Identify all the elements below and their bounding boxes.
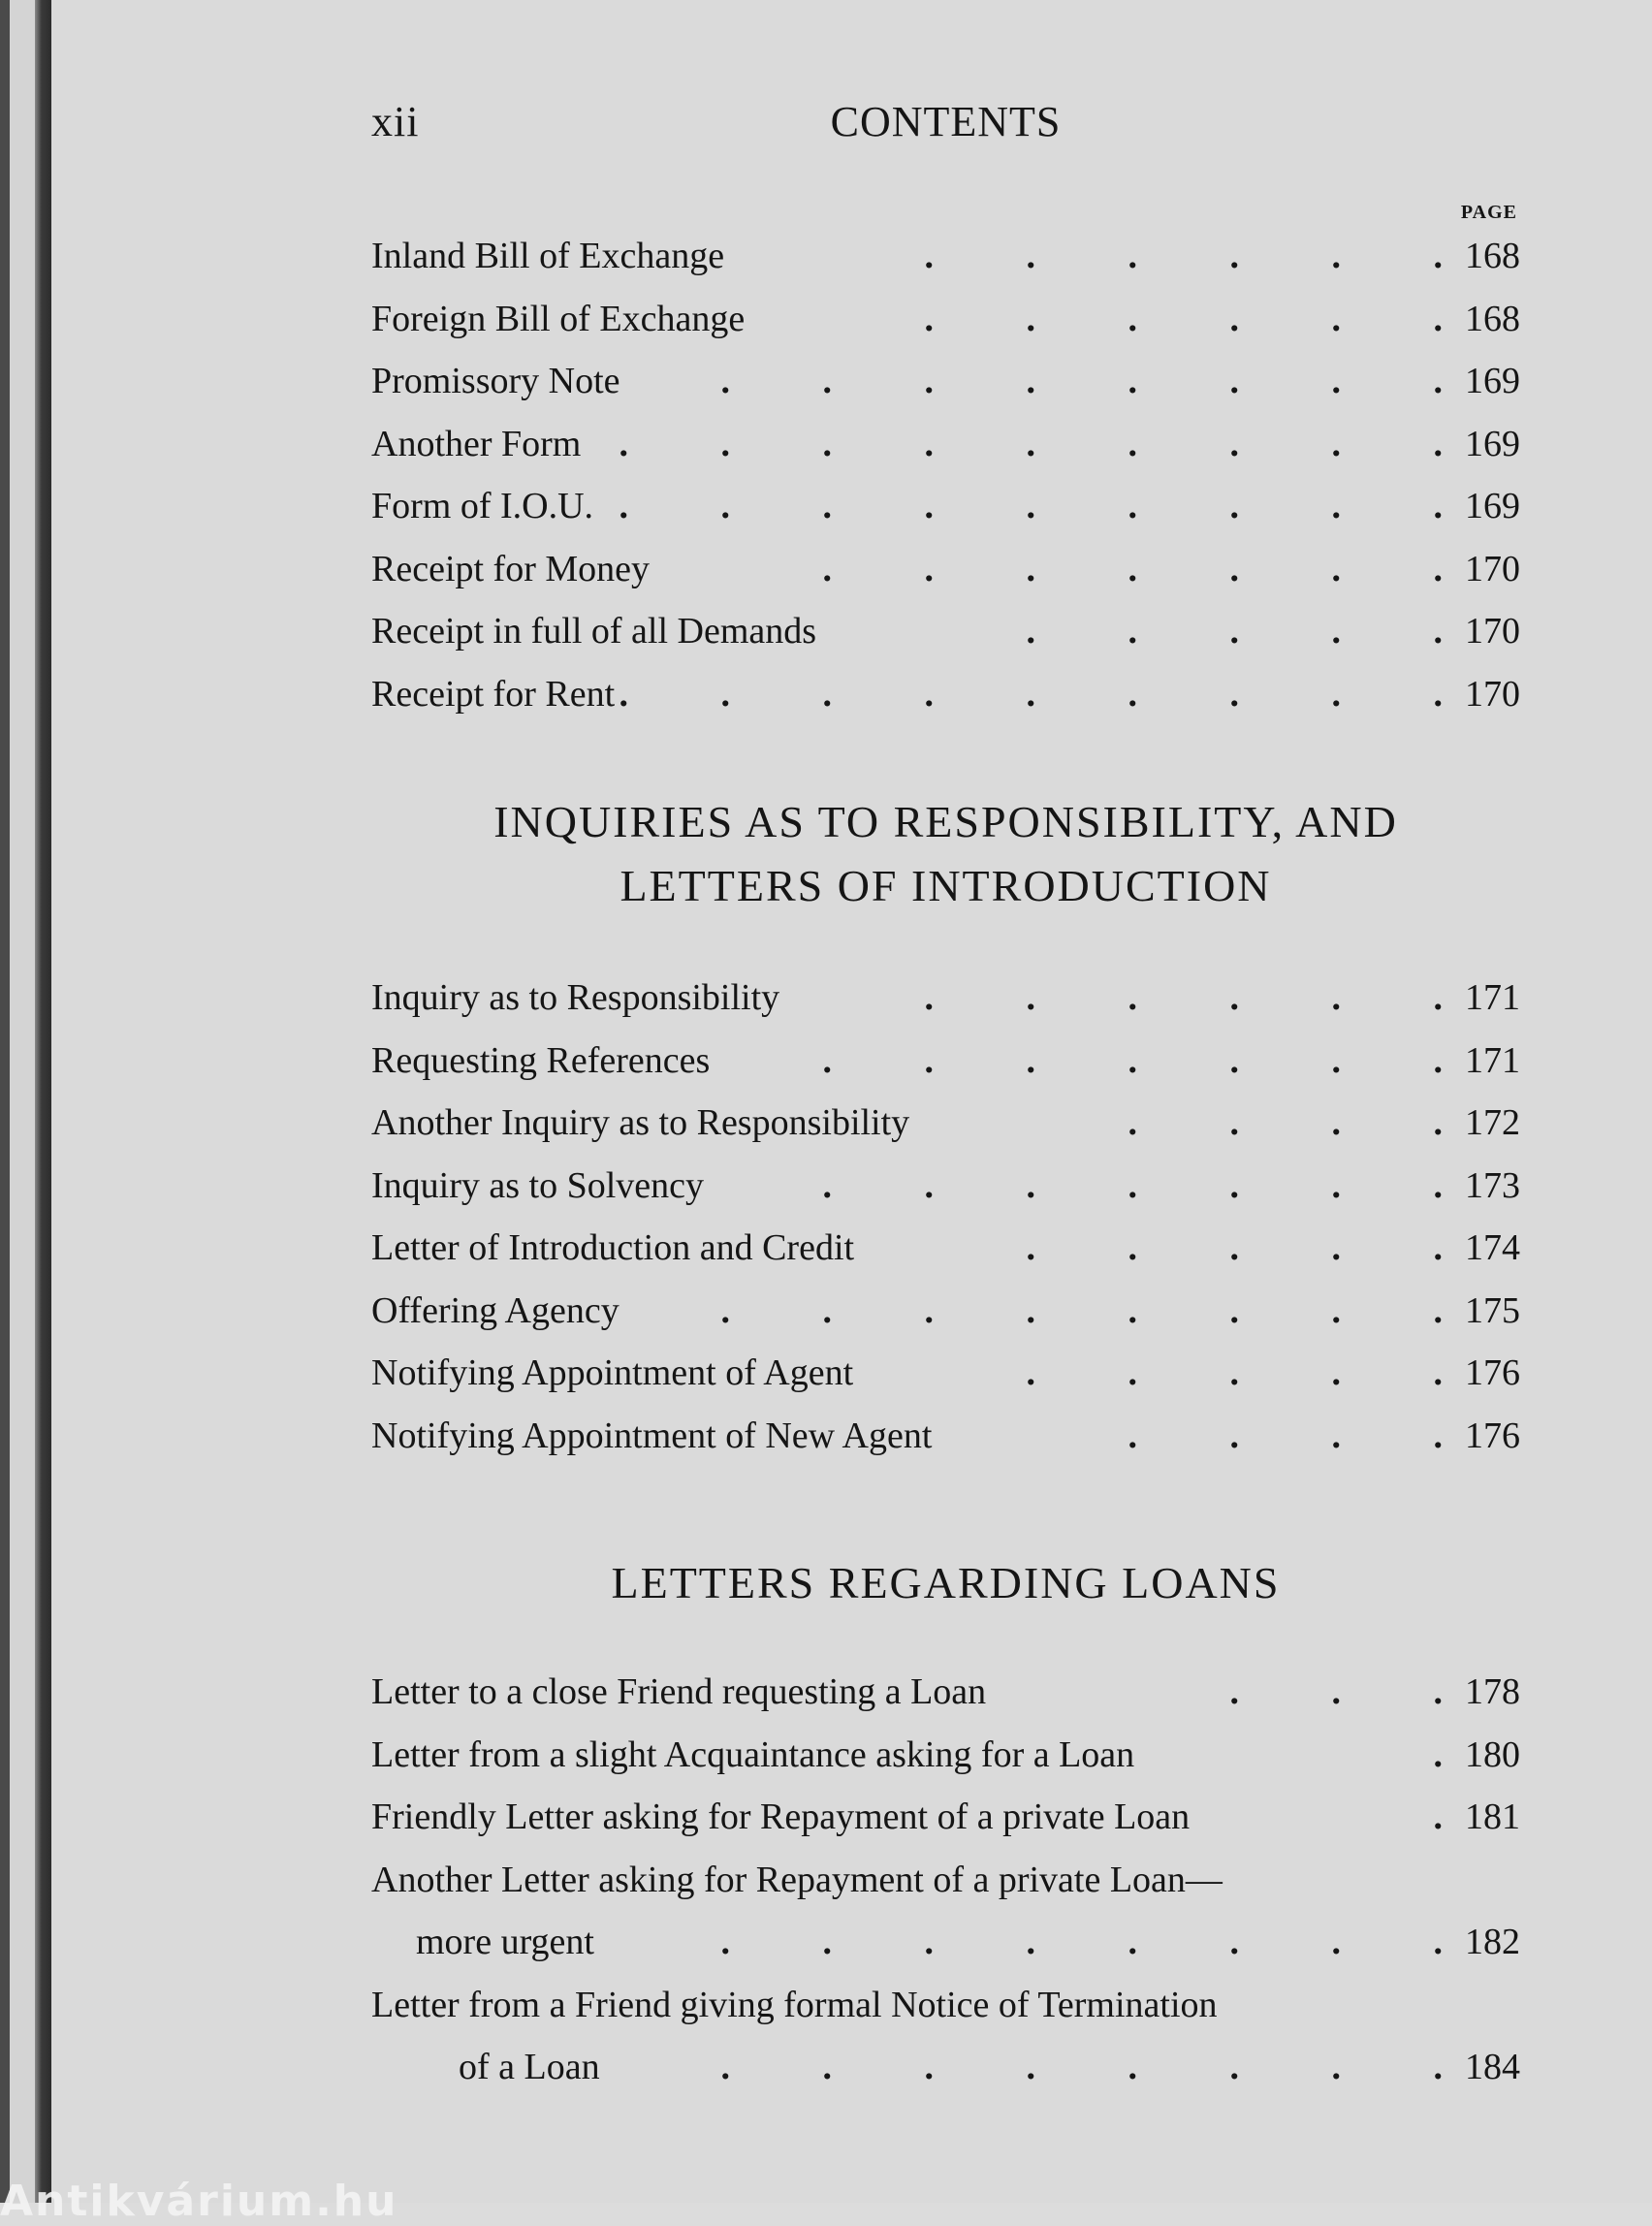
leader-dot: . [720, 2047, 730, 2087]
leader-dot: . [1433, 1289, 1443, 1331]
dot-leader [526, 663, 1443, 726]
dot-leader [934, 600, 1443, 663]
toc-entry-page: 170 [1465, 673, 1520, 715]
toc-entry-page: 174 [1465, 1227, 1520, 1268]
toc-entry-title: Form of I.O.U. [371, 486, 594, 526]
leader-dot: . [1026, 1164, 1035, 1206]
dot-leader [934, 1217, 1443, 1280]
toc-entry [371, 1405, 1520, 1468]
leader-dot: . [1229, 1352, 1239, 1393]
leader-dot: . [1433, 977, 1443, 1018]
dot-leader [628, 350, 1443, 413]
leader-dot: . [1331, 1671, 1341, 1712]
toc-entry-page: 175 [1465, 1289, 1520, 1331]
leader-dot: . [924, 1922, 934, 1962]
leader-dot: . [619, 673, 628, 715]
leader-dot: . [1128, 486, 1137, 526]
leader-dot: . [1128, 1102, 1137, 1143]
toc-entry [371, 663, 1520, 726]
leader-dot: . [1331, 1415, 1341, 1456]
toc-entry-title: Another Letter asking for Repayment of a private Loan— [371, 1859, 1223, 1900]
dot-leader [628, 1911, 1443, 1974]
leader-dot: . [1026, 236, 1035, 276]
leader-dot: . [1229, 611, 1239, 652]
dot-leader [526, 475, 1443, 538]
dot-leader [1035, 1405, 1443, 1468]
toc-entry-title: Inquiry as to Solvency [371, 1164, 705, 1206]
leader-dot: . [1433, 423, 1443, 464]
toc-entry [371, 967, 1520, 1030]
dot-leader [730, 1155, 1443, 1218]
toc-entry [371, 413, 1520, 476]
leader-dot: . [1229, 1039, 1239, 1081]
toc-entry-title: Offering Agency [371, 1289, 620, 1331]
leader-dot: . [1433, 1733, 1443, 1775]
leader-dot: . [1331, 977, 1341, 1018]
leader-dot: . [924, 673, 934, 715]
leader-dot: . [1128, 423, 1137, 464]
section-heading-line: LETTERS REGARDING LOANS [611, 1558, 1281, 1607]
toc-entry-page: 169 [1465, 361, 1520, 401]
leader-dot: . [1229, 1671, 1239, 1712]
toc-entry-page: 180 [1465, 1733, 1520, 1775]
leader-dot: . [1229, 236, 1239, 276]
toc-entry-title-continued: of a Loan [459, 2047, 600, 2087]
leader-dot: . [924, 361, 934, 401]
toc-entry-page: 168 [1465, 236, 1520, 276]
toc-entry-page: 173 [1465, 1164, 1520, 1206]
toc-entry [371, 288, 1520, 351]
leader-dot: . [1433, 1352, 1443, 1393]
leader-dot: . [1331, 548, 1341, 589]
leader-dot: . [720, 1289, 730, 1331]
leader-dot: . [1026, 977, 1035, 1018]
leader-dot: . [1128, 1352, 1137, 1393]
leader-dot: . [1433, 673, 1443, 715]
toc-entry-title: Letter from a slight Acquaintance asking for a Loan [371, 1733, 1135, 1775]
toc-entry-title: Foreign Bill of Exchange [371, 298, 746, 339]
leader-dot: . [1433, 1922, 1443, 1962]
leader-dot: . [1026, 1227, 1035, 1268]
leader-dot: . [1229, 1415, 1239, 1456]
toc-entry [371, 1092, 1520, 1155]
leader-dot: . [924, 1164, 934, 1206]
leader-dot: . [1433, 1102, 1443, 1143]
section-heading-line: LETTERS OF INTRODUCTION [620, 861, 1272, 910]
toc-entry-page: 172 [1465, 1102, 1520, 1143]
leader-dot: . [1433, 548, 1443, 589]
leader-dot: . [822, 486, 832, 526]
toc-entry-title: Friendly Letter asking for Repayment of a private Loan [371, 1797, 1191, 1837]
leader-dot: . [720, 673, 730, 715]
toc-entry [371, 1280, 1520, 1343]
leader-dot: . [1331, 361, 1341, 401]
leader-dot: . [1026, 548, 1035, 589]
leader-dot: . [1433, 1797, 1443, 1837]
toc-entry-title: Requesting References [371, 1039, 711, 1081]
toc-entry [371, 1342, 1520, 1405]
toc-entry-title: Another Inquiry as to Responsibility [371, 1102, 910, 1143]
leader-dot: . [1331, 611, 1341, 652]
page-title: CONTENTS [830, 98, 1062, 145]
leader-dot: . [1026, 673, 1035, 715]
leader-dot: . [720, 361, 730, 401]
toc-entry-title: Inland Bill of Exchange [371, 236, 725, 276]
toc-entry-page: 181 [1465, 1797, 1520, 1837]
toc-entry-page: 168 [1465, 298, 1520, 339]
toc-entry-page: 171 [1465, 977, 1520, 1018]
dot-leader [628, 1280, 1443, 1343]
toc-entry [371, 225, 1520, 288]
leader-dot: . [924, 548, 934, 589]
leader-dot: . [822, 1289, 832, 1331]
leader-dot: . [1229, 423, 1239, 464]
leader-dot: . [822, 1039, 832, 1081]
leader-dot: . [1229, 1289, 1239, 1331]
leader-dot: . [1433, 361, 1443, 401]
leader-dot: . [1128, 361, 1137, 401]
leader-dot: . [1128, 977, 1137, 1018]
toc-entry-line [371, 1974, 1520, 2037]
book-gutter [10, 0, 35, 2203]
leader-dot: . [924, 423, 934, 464]
leader-dot: . [822, 361, 832, 401]
toc-entry [371, 1724, 1520, 1787]
leader-dot: . [1128, 236, 1137, 276]
leader-dot: . [1128, 1227, 1137, 1268]
leader-dot: . [1229, 673, 1239, 715]
leader-dot: . [1229, 486, 1239, 526]
toc-entry-title: Receipt for Rent [371, 673, 616, 715]
toc-entry [371, 350, 1520, 413]
toc-entry-page: 178 [1465, 1671, 1520, 1712]
toc-entry [371, 1155, 1520, 1218]
section-heading-line: INQUIRIES AS TO RESPONSIBILITY, AND [493, 797, 1398, 846]
leader-dot: . [1026, 486, 1035, 526]
toc-entry-title: Notifying Appointment of Agent [371, 1352, 854, 1393]
leader-dot: . [822, 2047, 832, 2087]
dot-leader [526, 413, 1443, 476]
toc-entry-title: Another Form [371, 423, 582, 464]
leader-dot: . [1433, 486, 1443, 526]
leader-dot: . [1229, 1922, 1239, 1962]
dot-leader [1341, 1786, 1443, 1849]
leader-dot: . [924, 298, 934, 339]
leader-dot: . [924, 1039, 934, 1081]
watermark: Antikvárium.hu [0, 2177, 398, 2226]
section-heading [371, 1551, 1520, 1615]
leader-dot: . [1026, 423, 1035, 464]
leader-dot: . [720, 423, 730, 464]
leader-dot: . [1229, 977, 1239, 1018]
leader-dot: . [1331, 1922, 1341, 1962]
toc-entry-title: Promissory Note [371, 361, 620, 401]
dot-leader [934, 1342, 1443, 1405]
section-heading [371, 790, 1520, 918]
toc-entry [371, 1661, 1520, 1724]
toc-entry [371, 1030, 1520, 1093]
leader-dot: . [1433, 1039, 1443, 1081]
leader-dot: . [1433, 1164, 1443, 1206]
toc-entry-page: 176 [1465, 1415, 1520, 1456]
toc-entry [371, 1786, 1520, 1849]
toc-entry-page: 182 [1465, 1922, 1520, 1962]
leader-dot: . [1128, 1289, 1137, 1331]
leader-dot: . [1128, 673, 1137, 715]
leader-dot: . [1229, 1227, 1239, 1268]
dot-leader [832, 288, 1443, 351]
leader-dot: . [1331, 486, 1341, 526]
dot-leader [1137, 1661, 1443, 1724]
toc-section-forms [371, 225, 1520, 725]
leader-dot: . [1128, 1164, 1137, 1206]
leader-dot: . [1026, 1039, 1035, 1081]
leader-dot: . [1026, 611, 1035, 652]
toc-entry-page: 170 [1465, 611, 1520, 652]
toc-entry-title: Letter of Introduction and Credit [371, 1227, 855, 1268]
leader-dot: . [1026, 361, 1035, 401]
leader-dot: . [1128, 611, 1137, 652]
leader-dot: . [1433, 611, 1443, 652]
toc-entry-title: Inquiry as to Responsibility [371, 977, 780, 1018]
leader-dot: . [1331, 2047, 1341, 2087]
leader-dot: . [1128, 298, 1137, 339]
leader-dot: . [822, 1164, 832, 1206]
toc-entry-title: Receipt in full of all Demands [371, 611, 817, 652]
toc-entry-page: 169 [1465, 423, 1520, 464]
leader-dot: . [1433, 2047, 1443, 2087]
toc-entry [371, 600, 1520, 663]
leader-dot: . [1331, 1352, 1341, 1393]
toc-entry-page: 171 [1465, 1039, 1520, 1081]
leader-dot: . [720, 486, 730, 526]
toc-entry [371, 475, 1520, 538]
leader-dot: . [720, 1922, 730, 1962]
leader-dot: . [1331, 1227, 1341, 1268]
leader-dot: . [1331, 236, 1341, 276]
book-spine-edge [0, 0, 10, 2203]
page-folio: xii [371, 98, 420, 145]
leader-dot: . [1229, 548, 1239, 589]
leader-dot: . [1331, 298, 1341, 339]
leader-dot: . [1026, 298, 1035, 339]
toc-entry-page: 169 [1465, 486, 1520, 526]
dot-leader [628, 2036, 1443, 2099]
toc-entry-title-continued: more urgent [416, 1922, 594, 1962]
toc-entry [371, 538, 1520, 601]
toc-entry-line [371, 1849, 1520, 1912]
dot-leader [730, 1030, 1443, 1093]
toc-entry-title: Receipt for Money [371, 548, 651, 589]
toc-entry-page: 170 [1465, 548, 1520, 589]
leader-dot: . [1128, 548, 1137, 589]
leader-dot: . [1433, 1671, 1443, 1712]
leader-dot: . [1229, 2047, 1239, 2087]
dot-leader [832, 967, 1443, 1030]
leader-dot: . [1433, 236, 1443, 276]
leader-dot: . [924, 977, 934, 1018]
leader-dot: . [1331, 673, 1341, 715]
dot-leader [730, 538, 1443, 601]
toc-section-loans [371, 1661, 1520, 2099]
dot-leader [1035, 1092, 1443, 1155]
leader-dot: . [924, 236, 934, 276]
leader-dot: . [1229, 1102, 1239, 1143]
running-head [371, 97, 1520, 155]
leader-dot: . [1026, 1922, 1035, 1962]
toc-entry-title: Letter to a close Friend requesting a Loan [371, 1671, 987, 1712]
leader-dot: . [1128, 2047, 1137, 2087]
toc-entry-page: 176 [1465, 1352, 1520, 1393]
leader-dot: . [1331, 1039, 1341, 1081]
leader-dot: . [1331, 1102, 1341, 1143]
leader-dot: . [924, 486, 934, 526]
leader-dot: . [1128, 1922, 1137, 1962]
leader-dot: . [1331, 423, 1341, 464]
toc-entry-title: Letter from a Friend giving formal Notice of Termination [371, 1984, 1218, 2025]
leader-dot: . [1331, 1164, 1341, 1206]
book-spine-shadow [35, 0, 51, 2203]
toc-section-inquiries [371, 967, 1520, 1467]
leader-dot: . [619, 423, 628, 464]
leader-dot: . [1026, 1289, 1035, 1331]
leader-dot: . [1433, 1415, 1443, 1456]
page-column-label: PAGE [1460, 202, 1517, 223]
leader-dot: . [1229, 298, 1239, 339]
leader-dot: . [1433, 298, 1443, 339]
toc-entry [371, 1217, 1520, 1280]
toc-entry-continuation [371, 2036, 1520, 2099]
leader-dot: . [822, 673, 832, 715]
leader-dot: . [1433, 1227, 1443, 1268]
leader-dot: . [1229, 361, 1239, 401]
leader-dot: . [1229, 1164, 1239, 1206]
dot-leader [1341, 1724, 1443, 1787]
leader-dot: . [822, 423, 832, 464]
leader-dot: . [1128, 1415, 1137, 1456]
leader-dot: . [924, 2047, 934, 2087]
leader-dot: . [619, 486, 628, 526]
dot-leader [832, 225, 1443, 288]
toc-entry-title: Notifying Appointment of New Agent [371, 1415, 933, 1456]
leader-dot: . [822, 1922, 832, 1962]
toc-entry-page: 184 [1465, 2047, 1520, 2087]
toc-entry-continuation [371, 1911, 1520, 1974]
leader-dot: . [1026, 1352, 1035, 1393]
leader-dot: . [1128, 1039, 1137, 1081]
leader-dot: . [924, 1289, 934, 1331]
leader-dot: . [1026, 2047, 1035, 2087]
leader-dot: . [1331, 1289, 1341, 1331]
leader-dot: . [822, 548, 832, 589]
